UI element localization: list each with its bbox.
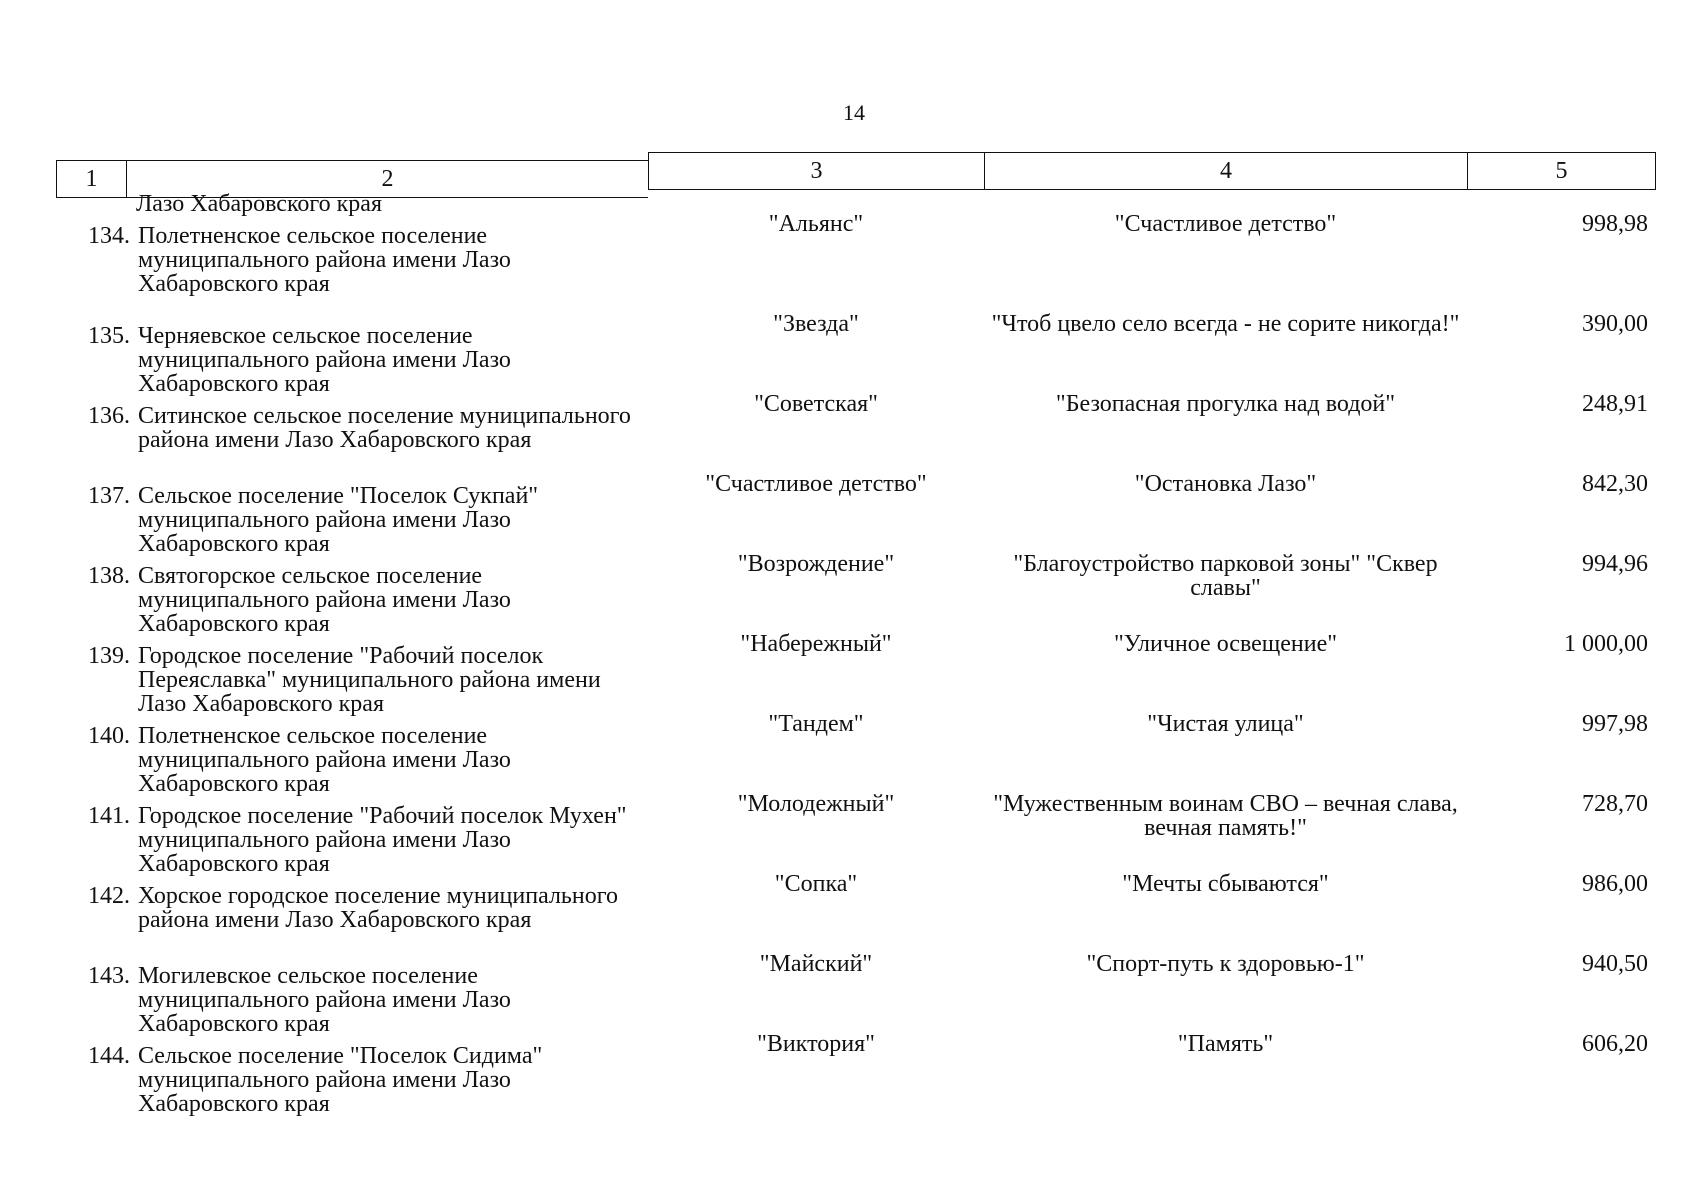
project-title: "Уличное освещение" (1113, 631, 1338, 657)
amount: 940,50 (1582, 951, 1648, 977)
amount: 606,20 (1582, 1031, 1648, 1057)
initiative-group: "Тандем" (768, 711, 864, 737)
column-number-1: 1 (56, 160, 126, 198)
project-title: "Остановка Лазо" (1134, 471, 1317, 497)
amount: 842,30 (1582, 471, 1648, 497)
municipality-name: Хорское городское поселение муниципального района имени Лазо Хабаровского края (138, 883, 618, 933)
initiative-group: "Молодежный" (737, 791, 895, 817)
row-number: 138. (88, 563, 130, 589)
municipality-name: Полетненское сельское поселение муниципального района имени Лазо Хабаровского края (138, 223, 511, 297)
column-number-3: 3 (648, 152, 984, 190)
initiative-group: "Майский" (759, 951, 873, 977)
project-title: "Спорт-путь к здоровью-1" (1086, 951, 1365, 977)
municipality-name: Полетненское сельское поселение муниципального района имени Лазо Хабаровского края (138, 723, 511, 797)
municipality-name: Сельское поселение "Поселок Сидима" муниципального района имени Лазо Хабаровского края (138, 1043, 543, 1117)
initiative-group: "Виктория" (757, 1031, 875, 1057)
column-number-2: 2 (126, 160, 648, 198)
amount: 997,98 (1582, 711, 1648, 737)
municipality-name: Ситинское сельское поселение муниципального района имени Лазо Хабаровского края (138, 403, 631, 453)
initiative-group: "Набережный" (740, 631, 892, 657)
initiative-group: "Счастливое детство" (705, 471, 927, 497)
project-title: "Благоустройство парковой зоны" "Сквер славы" (1013, 551, 1438, 601)
project-title: "Память" (1177, 1031, 1274, 1057)
municipality-name: Сельское поселение "Поселок Сукпай" муниципального района имени Лазо Хабаровского края (138, 483, 539, 557)
project-title: "Мужественным воинам СВО – вечная слава, вечная память!" (993, 791, 1458, 841)
project-title: "Безопасная прогулка над водой" (1055, 391, 1396, 417)
project-title: "Мечты сбываются" (1122, 871, 1329, 897)
project-title: "Чистая улица" (1147, 711, 1304, 737)
row-number: 134. (88, 223, 130, 249)
amount: 998,98 (1582, 211, 1648, 237)
amount: 986,00 (1582, 871, 1648, 897)
row-number: 142. (88, 883, 130, 909)
municipality-name: Черняевское сельское поселение муниципального района имени Лазо Хабаровского края (138, 323, 511, 397)
municipality-name: Городское поселение "Рабочий поселок Мухен" муниципального района имени Лазо Хабаровского края (138, 803, 627, 877)
project-title: "Счастливое детство" (1114, 211, 1337, 237)
row-number: 140. (88, 723, 130, 749)
municipality-name: Святогорское сельское поселение муниципального района имени Лазо Хабаровского края (138, 563, 511, 637)
row-number: 139. (88, 643, 130, 669)
continued-cell-text: Лазо Хабаровского края (136, 191, 382, 217)
amount: 390,00 (1582, 311, 1648, 337)
row-number: 144. (88, 1043, 130, 1069)
row-number: 135. (88, 323, 130, 349)
municipality-name: Могилевское сельское поселение муниципального района имени Лазо Хабаровского края (138, 963, 511, 1037)
initiative-group: "Сопка" (774, 871, 858, 897)
row-number: 137. (88, 483, 130, 509)
initiative-group: "Альянс" (768, 211, 864, 237)
initiative-group: "Звезда" (773, 311, 859, 337)
column-number-4: 4 (984, 152, 1467, 190)
row-number: 141. (88, 803, 130, 829)
amount: 728,70 (1582, 791, 1648, 817)
table-column-header (56, 152, 1656, 192)
row-number: 143. (88, 963, 130, 989)
amount: 994,96 (1582, 551, 1648, 577)
initiative-group: "Советская" (754, 391, 878, 417)
project-title: "Чтоб цвело село всегда - не сорите никогда!" (991, 311, 1460, 337)
initiative-group: "Возрождение" (737, 551, 895, 577)
municipality-name: Городское поселение "Рабочий поселок Переяславка" муниципального района имени Лазо Хабаровского края (138, 643, 601, 717)
page-number: 14 (843, 100, 865, 125)
column-number-5: 5 (1467, 152, 1656, 190)
row-number: 136. (88, 403, 130, 429)
amount: 1 000,00 (1564, 631, 1648, 657)
amount: 248,91 (1582, 391, 1648, 417)
